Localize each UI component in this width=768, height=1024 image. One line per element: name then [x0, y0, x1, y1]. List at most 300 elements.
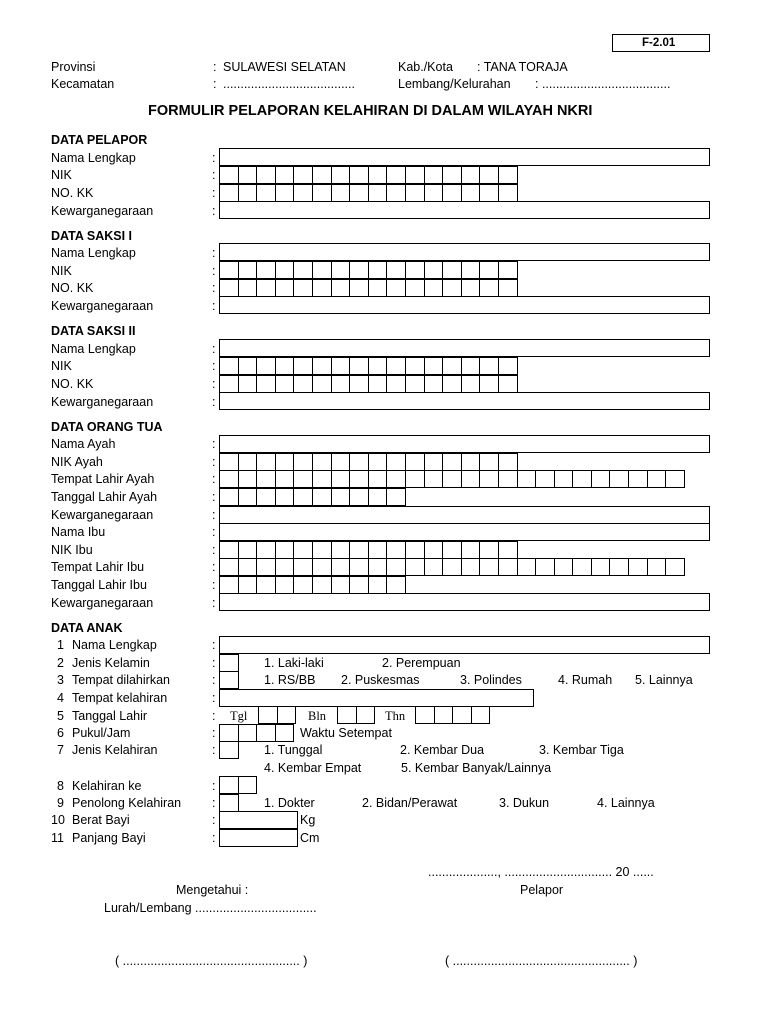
- digit-cell[interactable]: [238, 558, 258, 576]
- saksi2-kk-cells[interactable]: [219, 375, 517, 393]
- digit-cell[interactable]: [219, 166, 239, 184]
- digit-cell[interactable]: [386, 470, 406, 488]
- digit-cell[interactable]: [312, 375, 332, 393]
- digit-cell[interactable]: [219, 488, 239, 506]
- digit-cell[interactable]: [424, 357, 444, 375]
- digit-cell[interactable]: [331, 357, 351, 375]
- kab-label: Kab./Kota: [398, 60, 453, 74]
- digit-cell[interactable]: [349, 261, 369, 279]
- digit-cell[interactable]: [442, 261, 462, 279]
- digit-cell[interactable]: [219, 279, 239, 297]
- digit-cell[interactable]: [368, 541, 388, 559]
- colon: :: [212, 186, 216, 200]
- digit-cell[interactable]: [256, 184, 276, 202]
- digit-cell[interactable]: [238, 776, 258, 794]
- thn-label: Thn: [385, 709, 406, 723]
- digit-cell[interactable]: [368, 558, 388, 576]
- warga-ayah-input[interactable]: [219, 506, 710, 524]
- kg-unit: Kg: [300, 813, 316, 827]
- digit-cell[interactable]: [349, 279, 369, 297]
- digit-cell[interactable]: [405, 166, 425, 184]
- tempat-ayah-cells[interactable]: [219, 470, 684, 488]
- row-label: Jenis Kelahiran: [72, 743, 158, 757]
- digit-cell[interactable]: [442, 558, 462, 576]
- digit-cell[interactable]: [442, 279, 462, 297]
- lembang-value: : .....................................: [535, 77, 671, 91]
- digit-cell[interactable]: [405, 357, 425, 375]
- row-no: 2: [57, 656, 64, 670]
- digit-cell[interactable]: [275, 357, 295, 375]
- digit-cell[interactable]: [293, 261, 313, 279]
- digit-cell[interactable]: [275, 453, 295, 471]
- page-title: FORMULIR PELAPORAN KELAHIRAN DI DALAM WILAYAH NKRI: [148, 103, 593, 119]
- nik-ibu-cells[interactable]: [219, 541, 517, 559]
- digit-cell[interactable]: [405, 261, 425, 279]
- field-label: Kewarganegaraan: [51, 508, 154, 522]
- digit-cell[interactable]: [312, 558, 332, 576]
- colon: :: [212, 638, 216, 652]
- digit-cell[interactable]: [647, 558, 667, 576]
- digit-cell[interactable]: [479, 184, 499, 202]
- digit-cell[interactable]: [368, 261, 388, 279]
- digit-cell[interactable]: [312, 541, 332, 559]
- digit-cell[interactable]: [349, 166, 369, 184]
- tempat-ibu-cells[interactable]: [219, 558, 684, 576]
- row-no: 1: [57, 638, 64, 652]
- digit-cell[interactable]: [256, 576, 276, 594]
- digit-cell[interactable]: [312, 488, 332, 506]
- digit-cell[interactable]: [293, 470, 313, 488]
- kelahiran-ke-cells[interactable]: [219, 776, 256, 794]
- digit-cell[interactable]: [312, 470, 332, 488]
- digit-cell[interactable]: [424, 261, 444, 279]
- digit-cell[interactable]: [275, 470, 295, 488]
- digit-cell[interactable]: [479, 375, 499, 393]
- digit-cell[interactable]: [471, 706, 491, 724]
- digit-cell[interactable]: [572, 558, 592, 576]
- digit-cell[interactable]: [498, 166, 518, 184]
- digit-cell[interactable]: [331, 279, 351, 297]
- field-label: Nama Lengkap: [51, 246, 136, 260]
- digit-cell[interactable]: [591, 470, 611, 488]
- digit-cell[interactable]: [368, 576, 388, 594]
- waktu-setempat: Waktu Setempat: [300, 726, 392, 740]
- option: 1. RS/BB: [264, 673, 316, 687]
- field-label: Nama Ibu: [51, 525, 106, 539]
- digit-cell[interactable]: [628, 470, 648, 488]
- row-no: 6: [57, 726, 64, 740]
- saksi1-kk-cells[interactable]: [219, 279, 517, 297]
- digit-cell[interactable]: [349, 541, 369, 559]
- digit-cell[interactable]: [256, 541, 276, 559]
- digit-cell[interactable]: [461, 166, 481, 184]
- colon: :: [212, 151, 216, 165]
- nama-anak-input[interactable]: [219, 636, 710, 654]
- option: 3. Kembar Tiga: [539, 743, 624, 757]
- digit-cell[interactable]: [349, 357, 369, 375]
- thn-cells[interactable]: [415, 706, 489, 724]
- colon: :: [212, 490, 216, 504]
- digit-cell[interactable]: [368, 166, 388, 184]
- colon: :: [212, 831, 216, 845]
- digit-cell[interactable]: [275, 166, 295, 184]
- digit-cell[interactable]: [275, 184, 295, 202]
- digit-cell[interactable]: [405, 541, 425, 559]
- digit-cell[interactable]: [349, 453, 369, 471]
- digit-cell[interactable]: [331, 184, 351, 202]
- digit-cell[interactable]: [293, 453, 313, 471]
- digit-cell[interactable]: [238, 184, 258, 202]
- digit-cell[interactable]: [293, 166, 313, 184]
- digit-cell[interactable]: [293, 541, 313, 559]
- digit-cell[interactable]: [609, 470, 629, 488]
- digit-cell[interactable]: [238, 279, 258, 297]
- digit-cell[interactable]: [442, 453, 462, 471]
- digit-cell[interactable]: [479, 470, 499, 488]
- field-label: Tanggal Lahir Ayah: [51, 490, 158, 504]
- digit-cell[interactable]: [312, 279, 332, 297]
- option: 2. Bidan/Perawat: [362, 796, 458, 810]
- digit-cell[interactable]: [219, 541, 239, 559]
- saksi1-warga-input[interactable]: [219, 296, 710, 314]
- digit-cell[interactable]: [256, 470, 276, 488]
- digit-cell[interactable]: [386, 261, 406, 279]
- pukul-cells[interactable]: [219, 724, 293, 742]
- digit-cell[interactable]: [349, 184, 369, 202]
- pelapor-nik-cells[interactable]: [219, 166, 517, 184]
- digit-cell[interactable]: [498, 375, 518, 393]
- digit-cell[interactable]: [256, 558, 276, 576]
- digit-cell[interactable]: [498, 541, 518, 559]
- digit-cell[interactable]: [277, 706, 297, 724]
- digit-cell[interactable]: [461, 261, 481, 279]
- field-label: Kewarganegaraan: [51, 395, 154, 409]
- digit-cell[interactable]: [368, 453, 388, 471]
- digit-cell[interactable]: [356, 706, 376, 724]
- row-no: 3: [57, 673, 64, 687]
- digit-cell[interactable]: [256, 453, 276, 471]
- digit-cell[interactable]: [238, 375, 258, 393]
- digit-cell[interactable]: [312, 261, 332, 279]
- digit-cell[interactable]: [442, 357, 462, 375]
- nama-ayah-input[interactable]: [219, 435, 710, 453]
- digit-cell[interactable]: [275, 488, 295, 506]
- colon: :: [212, 299, 216, 313]
- digit-cell[interactable]: [219, 184, 239, 202]
- form-code: F-2.01: [642, 37, 676, 49]
- digit-cell[interactable]: [219, 558, 239, 576]
- digit-cell[interactable]: [256, 357, 276, 375]
- digit-cell[interactable]: [386, 184, 406, 202]
- saksi2-nama-input[interactable]: [219, 339, 710, 357]
- digit-cell[interactable]: [628, 558, 648, 576]
- tgl-cells[interactable]: [258, 706, 295, 724]
- saksi1-nik-cells[interactable]: [219, 261, 517, 279]
- digit-cell[interactable]: [665, 470, 685, 488]
- digit-cell[interactable]: [219, 357, 239, 375]
- digit-cell[interactable]: [256, 279, 276, 297]
- digit-cell[interactable]: [424, 375, 444, 393]
- digit-cell[interactable]: [386, 453, 406, 471]
- digit-cell[interactable]: [368, 375, 388, 393]
- digit-cell[interactable]: [238, 357, 258, 375]
- pelapor-kk-cells[interactable]: [219, 184, 517, 202]
- digit-cell[interactable]: [368, 279, 388, 297]
- nama-ibu-input[interactable]: [219, 523, 710, 541]
- jenis-kelamin-box[interactable]: [219, 654, 239, 672]
- digit-cell[interactable]: [256, 166, 276, 184]
- digit-cell[interactable]: [442, 375, 462, 393]
- tempat-kelahiran-input[interactable]: [219, 689, 534, 707]
- option: 1. Tunggal: [264, 743, 323, 757]
- digit-cell[interactable]: [312, 184, 332, 202]
- digit-cell[interactable]: [424, 558, 444, 576]
- digit-cell[interactable]: [498, 470, 518, 488]
- field-label: NIK: [51, 359, 72, 373]
- digit-cell[interactable]: [368, 357, 388, 375]
- digit-cell[interactable]: [331, 576, 351, 594]
- digit-cell[interactable]: [554, 470, 574, 488]
- pelapor-warga-input[interactable]: [219, 201, 710, 219]
- digit-cell[interactable]: [349, 375, 369, 393]
- digit-cell[interactable]: [331, 453, 351, 471]
- field-label: NO. KK: [51, 281, 94, 295]
- digit-cell[interactable]: [219, 375, 239, 393]
- digit-cell[interactable]: [498, 261, 518, 279]
- colon: :: [212, 472, 216, 486]
- digit-cell[interactable]: [461, 279, 481, 297]
- digit-cell[interactable]: [238, 261, 258, 279]
- digit-cell[interactable]: [498, 357, 518, 375]
- row-no: 4: [57, 691, 64, 705]
- option: 4. Rumah: [558, 673, 613, 687]
- digit-cell[interactable]: [479, 261, 499, 279]
- colon: :: [212, 168, 216, 182]
- digit-cell[interactable]: [386, 488, 406, 506]
- digit-cell[interactable]: [293, 576, 313, 594]
- bln-label: Bln: [308, 709, 327, 723]
- colon: :: [212, 673, 216, 687]
- colon: :: [212, 264, 216, 278]
- digit-cell[interactable]: [331, 488, 351, 506]
- digit-cell[interactable]: [434, 706, 454, 724]
- digit-cell[interactable]: [275, 261, 295, 279]
- digit-cell[interactable]: [256, 724, 276, 742]
- digit-cell[interactable]: [479, 357, 499, 375]
- colon: :: [212, 204, 216, 218]
- berat-bayi-input[interactable]: [219, 811, 298, 829]
- digit-cell[interactable]: [258, 706, 278, 724]
- digit-cell[interactable]: [479, 279, 499, 297]
- digit-cell[interactable]: [479, 453, 499, 471]
- digit-cell[interactable]: [405, 375, 425, 393]
- digit-cell[interactable]: [461, 453, 481, 471]
- digit-cell[interactable]: [386, 375, 406, 393]
- saksi1-nama-input[interactable]: [219, 243, 710, 261]
- digit-cell[interactable]: [312, 576, 332, 594]
- saksi2-nik-cells[interactable]: [219, 357, 517, 375]
- digit-cell[interactable]: [479, 166, 499, 184]
- digit-cell[interactable]: [337, 706, 357, 724]
- digit-cell[interactable]: [331, 541, 351, 559]
- section-heading-pelapor: DATA PELAPOR: [51, 133, 148, 147]
- digit-cell[interactable]: [461, 357, 481, 375]
- digit-cell[interactable]: [386, 279, 406, 297]
- digit-cell[interactable]: [386, 357, 406, 375]
- digit-cell[interactable]: [498, 184, 518, 202]
- digit-cell[interactable]: [572, 470, 592, 488]
- digit-cell[interactable]: [442, 470, 462, 488]
- digit-cell[interactable]: [442, 541, 462, 559]
- digit-cell[interactable]: [647, 470, 667, 488]
- digit-cell[interactable]: [275, 576, 295, 594]
- tgl-ayah-cells[interactable]: [219, 488, 405, 506]
- bln-cells[interactable]: [337, 706, 374, 724]
- digit-cell[interactable]: [293, 375, 313, 393]
- digit-cell[interactable]: [238, 724, 258, 742]
- section-heading-saksi1: DATA SAKSI I: [51, 229, 133, 243]
- digit-cell[interactable]: [349, 576, 369, 594]
- digit-cell[interactable]: [331, 375, 351, 393]
- jenis-kelahiran-box[interactable]: [219, 741, 239, 759]
- digit-cell[interactable]: [461, 470, 481, 488]
- tgl-ibu-cells[interactable]: [219, 576, 405, 594]
- provinsi-value: SULAWESI SELATAN: [223, 60, 346, 74]
- digit-cell[interactable]: [665, 558, 685, 576]
- digit-cell[interactable]: [591, 558, 611, 576]
- digit-cell[interactable]: [368, 470, 388, 488]
- digit-cell[interactable]: [256, 261, 276, 279]
- digit-cell[interactable]: [293, 357, 313, 375]
- digit-cell[interactable]: [238, 453, 258, 471]
- digit-cell[interactable]: [312, 453, 332, 471]
- panjang-bayi-input[interactable]: [219, 829, 298, 847]
- section-heading-ortu: DATA ORANG TUA: [51, 420, 163, 434]
- digit-cell[interactable]: [424, 166, 444, 184]
- digit-cell[interactable]: [275, 375, 295, 393]
- digit-cell[interactable]: [535, 470, 555, 488]
- digit-cell[interactable]: [554, 558, 574, 576]
- colon: :: [212, 395, 216, 409]
- digit-cell[interactable]: [293, 184, 313, 202]
- colon: :: [212, 560, 216, 574]
- digit-cell[interactable]: [461, 184, 481, 202]
- digit-cell[interactable]: [331, 470, 351, 488]
- digit-cell[interactable]: [479, 541, 499, 559]
- colon: :: [212, 543, 216, 557]
- digit-cell[interactable]: [331, 166, 351, 184]
- digit-cell[interactable]: [349, 470, 369, 488]
- pelapor-nama-input[interactable]: [219, 148, 710, 166]
- digit-cell[interactable]: [442, 184, 462, 202]
- digit-cell[interactable]: [238, 470, 258, 488]
- row-label: Jenis Kelamin: [72, 656, 150, 670]
- digit-cell[interactable]: [275, 558, 295, 576]
- row-no: 11: [51, 831, 64, 845]
- digit-cell[interactable]: [219, 776, 239, 794]
- digit-cell[interactable]: [498, 558, 518, 576]
- digit-cell[interactable]: [386, 166, 406, 184]
- digit-cell[interactable]: [349, 488, 369, 506]
- digit-cell[interactable]: [517, 558, 537, 576]
- digit-cell[interactable]: [424, 279, 444, 297]
- digit-cell[interactable]: [461, 375, 481, 393]
- digit-cell[interactable]: [275, 279, 295, 297]
- saksi2-warga-input[interactable]: [219, 392, 710, 410]
- digit-cell[interactable]: [293, 558, 313, 576]
- digit-cell[interactable]: [415, 706, 435, 724]
- row-label: Berat Bayi: [72, 813, 130, 827]
- digit-cell[interactable]: [461, 558, 481, 576]
- digit-cell[interactable]: [256, 488, 276, 506]
- tempat-dilahirkan-box[interactable]: [219, 671, 239, 689]
- digit-cell[interactable]: [452, 706, 472, 724]
- digit-cell[interactable]: [238, 541, 258, 559]
- digit-cell[interactable]: [312, 357, 332, 375]
- digit-cell[interactable]: [219, 453, 239, 471]
- colon: :: [212, 779, 216, 793]
- digit-cell[interactable]: [238, 166, 258, 184]
- digit-cell[interactable]: [368, 184, 388, 202]
- digit-cell[interactable]: [609, 558, 629, 576]
- digit-cell[interactable]: [386, 576, 406, 594]
- digit-cell[interactable]: [498, 453, 518, 471]
- digit-cell[interactable]: [256, 375, 276, 393]
- digit-cell[interactable]: [461, 541, 481, 559]
- digit-cell[interactable]: [424, 184, 444, 202]
- digit-cell[interactable]: [424, 541, 444, 559]
- digit-cell[interactable]: [331, 558, 351, 576]
- digit-cell[interactable]: [275, 541, 295, 559]
- digit-cell[interactable]: [479, 558, 499, 576]
- digit-cell[interactable]: [219, 576, 239, 594]
- warga-ibu-input[interactable]: [219, 593, 710, 611]
- digit-cell[interactable]: [312, 166, 332, 184]
- digit-cell[interactable]: [368, 488, 388, 506]
- digit-cell[interactable]: [424, 453, 444, 471]
- digit-cell[interactable]: [219, 724, 239, 742]
- nik-ayah-cells[interactable]: [219, 453, 517, 471]
- digit-cell[interactable]: [424, 470, 444, 488]
- digit-cell[interactable]: [293, 279, 313, 297]
- digit-cell[interactable]: [517, 470, 537, 488]
- digit-cell[interactable]: [535, 558, 555, 576]
- digit-cell[interactable]: [293, 488, 313, 506]
- digit-cell[interactable]: [405, 470, 425, 488]
- digit-cell[interactable]: [405, 279, 425, 297]
- digit-cell[interactable]: [405, 558, 425, 576]
- penolong-box[interactable]: [219, 794, 239, 812]
- option: 2. Perempuan: [382, 656, 461, 670]
- digit-cell[interactable]: [386, 558, 406, 576]
- digit-cell[interactable]: [349, 558, 369, 576]
- digit-cell[interactable]: [498, 279, 518, 297]
- digit-cell[interactable]: [238, 488, 258, 506]
- digit-cell[interactable]: [219, 470, 239, 488]
- field-label: NIK Ibu: [51, 543, 93, 557]
- digit-cell[interactable]: [386, 541, 406, 559]
- field-label: Nama Ayah: [51, 437, 116, 451]
- digit-cell[interactable]: [219, 261, 239, 279]
- field-label: Tanggal Lahir Ibu: [51, 578, 147, 592]
- digit-cell[interactable]: [238, 576, 258, 594]
- digit-cell[interactable]: [405, 184, 425, 202]
- row-label: Pukul/Jam: [72, 726, 131, 740]
- digit-cell[interactable]: [405, 453, 425, 471]
- digit-cell[interactable]: [275, 724, 295, 742]
- digit-cell[interactable]: [331, 261, 351, 279]
- digit-cell[interactable]: [442, 166, 462, 184]
